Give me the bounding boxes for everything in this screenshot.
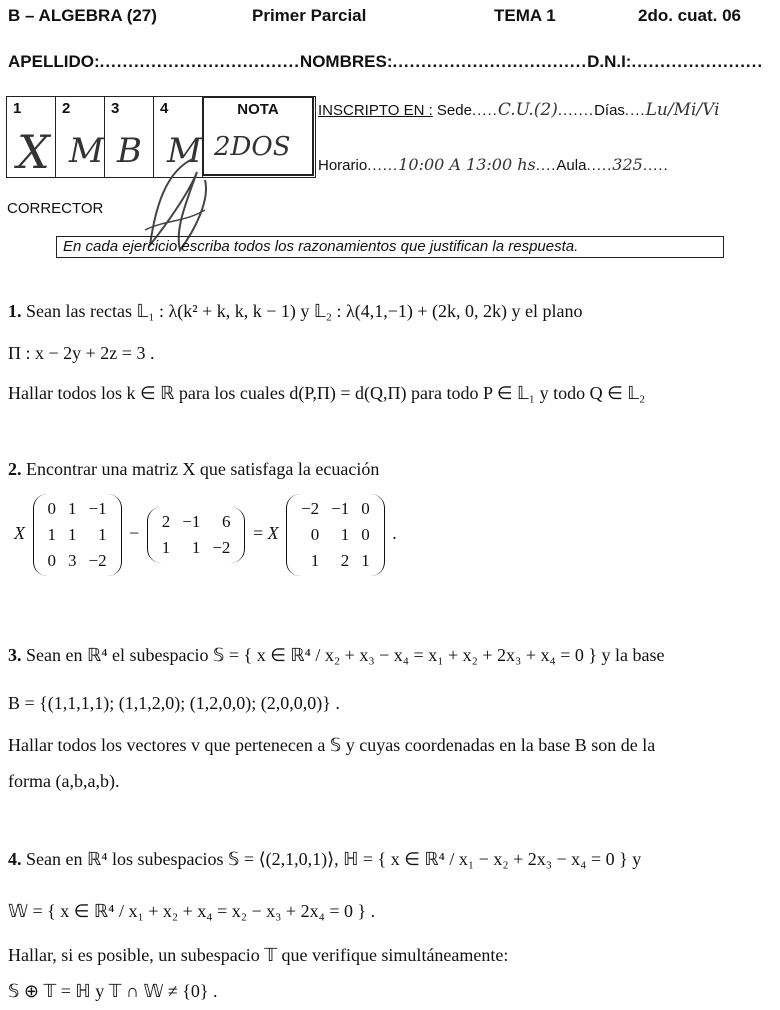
apellido-dots: ................................... bbox=[99, 52, 300, 71]
horario-row: Horario......10:00 A 13:00 hs....Aula.....325..... bbox=[318, 155, 669, 174]
matrix-c: −2 −1 0 0 1 0 1 2 1 bbox=[286, 494, 385, 576]
instructions-banner: En cada ejercicio escriba todos los razonamientos que justifican la respuesta. bbox=[56, 236, 724, 258]
matrix-b: 2 −1 6 1 1 −2 bbox=[147, 507, 246, 563]
problem-4-line-1: 4. Sean en ℝ⁴ los subespacios 𝕊 = ⟨(2,1,0,1)⟩, ℍ = { x ∈ ℝ⁴ / x₁ − x₂ + 2x₃ − x₄ = 0 } y bbox=[8, 849, 642, 869]
course-title: B – ALGEBRA (27) bbox=[8, 6, 157, 25]
dias-label: Días bbox=[594, 102, 625, 119]
sede-label: Sede bbox=[436, 102, 472, 119]
problem-1-line-1: 1. Sean las rectas 𝕃₁ : λ(k² + k, k, k − 1) y 𝕃₂ : λ(4,1,−1) + (2k, 0, 2k) y el plano bbox=[8, 301, 583, 321]
nota-value: 2DOS bbox=[214, 132, 291, 162]
problem-2-equation: X 0 1 −1 1 1 1 0 3 −2 − 2 −1 6 1 1 −2 = X −2 −1 0 0 1 0 1 2 1 . bbox=[14, 494, 774, 576]
exam-title: Primer Parcial bbox=[252, 6, 367, 25]
matrix-a: 0 1 −1 1 1 1 0 3 −2 bbox=[33, 494, 122, 576]
horario-value: 10:00 A 13:00 hs bbox=[398, 155, 536, 174]
nombres-label: NOMBRES: bbox=[299, 52, 393, 71]
grade-cell-1: 1 bbox=[7, 97, 56, 177]
problem-4-line-4: 𝕊 ⊕ 𝕋 = ℍ y 𝕋 ∩ 𝕎 ≠ {0} . bbox=[8, 981, 218, 1001]
grade-cell-4: 4 bbox=[154, 97, 203, 177]
problem-3-line-2: B = {(1,1,1,1); (1,1,2,0); (1,2,0,0); (2,0,0,0)} . bbox=[8, 693, 340, 713]
nota-label: NOTA bbox=[237, 101, 279, 118]
corrector-label: CORRECTOR bbox=[7, 200, 104, 217]
grade-mark-4: M bbox=[167, 131, 202, 171]
problem-4-line-3: Hallar, si es posible, un subespacio 𝕋 que verifique simultáneamente: bbox=[8, 945, 509, 965]
problem-3-line-1: 3. Sean en ℝ⁴ el subespacio 𝕊 = { x ∈ ℝ⁴ / x₂ + x₃ − x₄ = x₁ + x₂ + 2x₃ + x₄ = 0 } y la base bbox=[8, 645, 665, 665]
dni-dots: ....................... bbox=[631, 52, 764, 71]
grade-mark-1: X bbox=[17, 125, 50, 179]
dni-label: D.N.I: bbox=[587, 52, 632, 71]
grade-cell-3: 3 bbox=[105, 97, 154, 177]
apellido-label: APELLIDO: bbox=[8, 52, 100, 71]
aula-value: 325 bbox=[612, 155, 643, 174]
dias-value: Lu/Mi/Vi bbox=[645, 100, 720, 120]
grade-cell-2: 2 bbox=[56, 97, 105, 177]
problem-3-line-3: Hallar todos los vectores v que pertenecen a 𝕊 y cuyas coordenadas en la base B son de la bbox=[8, 735, 656, 755]
nombres-dots: .................................. bbox=[392, 52, 588, 71]
horario-label: Horario bbox=[318, 157, 368, 174]
period-label: 2do. cuat. 06 bbox=[638, 6, 741, 25]
tema-label: TEMA 1 bbox=[494, 6, 556, 25]
grade-mark-2: M bbox=[69, 131, 104, 171]
grade-mark-3: B bbox=[117, 131, 142, 171]
inscription-row: INSCRIPTO EN : Sede.....C.U.(2).......Días....Lu/Mi/Vi bbox=[318, 100, 720, 120]
problem-1-line-2: Π : x − 2y + 2z = 3 . bbox=[8, 343, 155, 363]
problem-2-line-1: 2. Encontrar una matriz X que satisfaga la ecuación bbox=[8, 459, 380, 479]
sede-value: C.U.(2) bbox=[497, 100, 558, 120]
inscripto-label: INSCRIPTO EN : bbox=[318, 102, 433, 119]
problem-4-line-2: 𝕎 = { x ∈ ℝ⁴ / x₁ + x₂ + x₄ = x₂ − x₃ + 2x₄ = 0 } . bbox=[8, 901, 376, 921]
problem-3-line-4: forma (a,b,a,b). bbox=[8, 771, 120, 791]
identity-row bbox=[8, 52, 768, 72]
problem-1-line-3: Hallar todos los k ∈ ℝ para los cuales d(P,Π) = d(Q,Π) para todo P ∈ 𝕃₁ y todo Q ∈ 𝕃₂ bbox=[8, 383, 646, 403]
aula-label: Aula bbox=[556, 157, 587, 174]
